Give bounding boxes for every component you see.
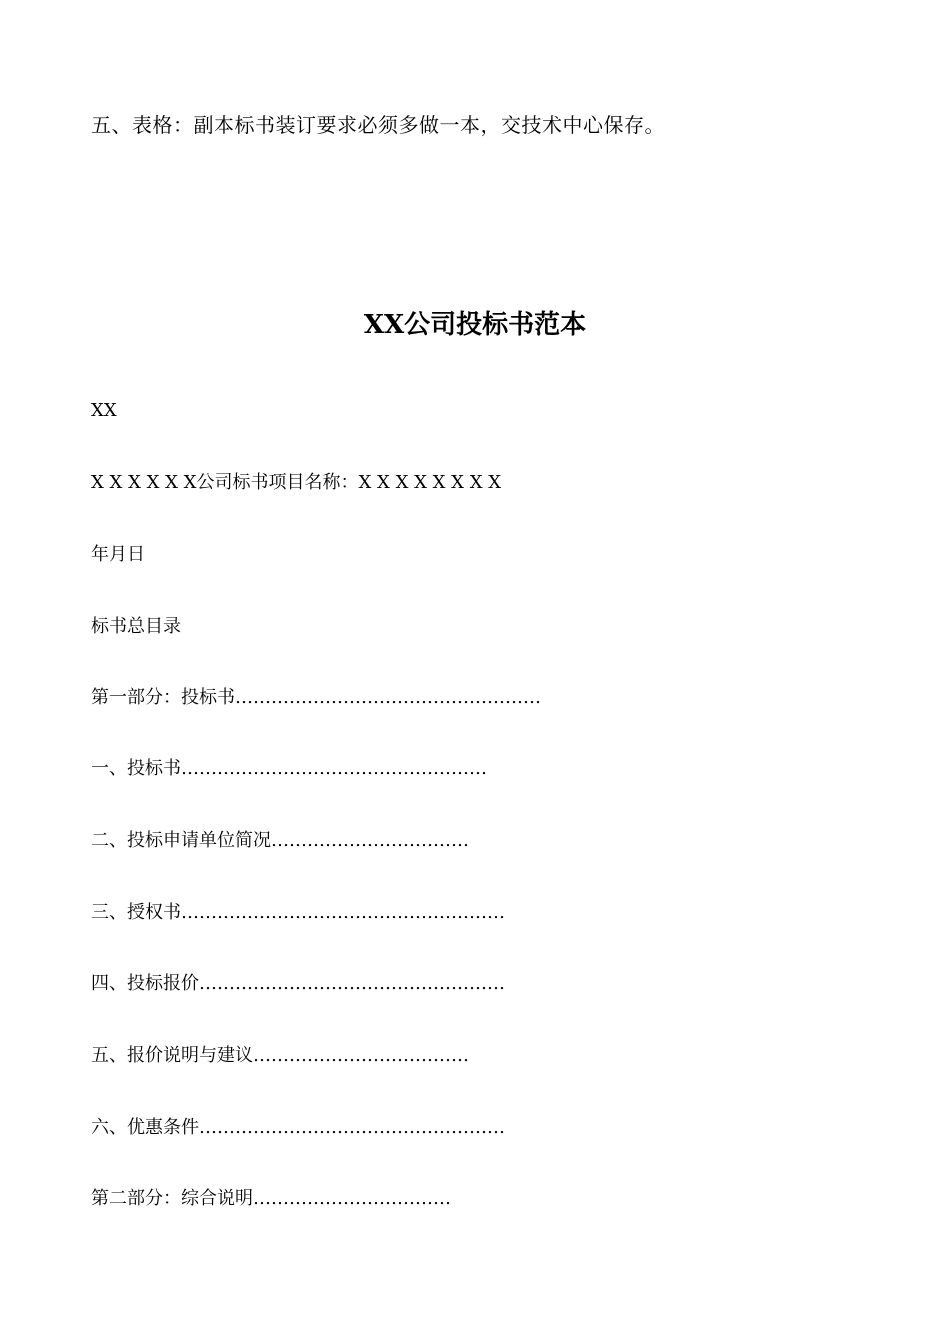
toc-item-bid-letter: 一、投标书……………………………………………: [91, 758, 487, 779]
intro-paragraph: 五、表格：副本标书装订要求必须多做一本，交技术中心保存。: [91, 113, 665, 137]
project-name-line: X X X X X X公司标书项目名称：X X X X X X X X: [91, 472, 502, 493]
toc-item-price-notes: 五、报价说明与建议………………………………: [91, 1045, 469, 1066]
company-line: XX: [91, 400, 117, 421]
document-title: XX公司投标书范本: [363, 310, 587, 340]
toc-item-bid-price: 四、投标报价……………………………………………: [91, 973, 505, 994]
toc-heading: 标书总目录: [91, 616, 181, 637]
date-line: 年月日: [91, 544, 145, 565]
toc-item-applicant-profile: 二、投标申请单位简况……………………………: [91, 830, 469, 851]
toc-item-part-two: 第二部分：综合说明……………………………: [91, 1188, 451, 1209]
toc-item-authorization: 三、授权书………………………………………………: [91, 902, 505, 923]
toc-item-part-one: 第一部分：投标书……………………………………………: [91, 687, 541, 708]
toc-item-preferential-terms: 六、优惠条件……………………………………………: [91, 1117, 505, 1138]
